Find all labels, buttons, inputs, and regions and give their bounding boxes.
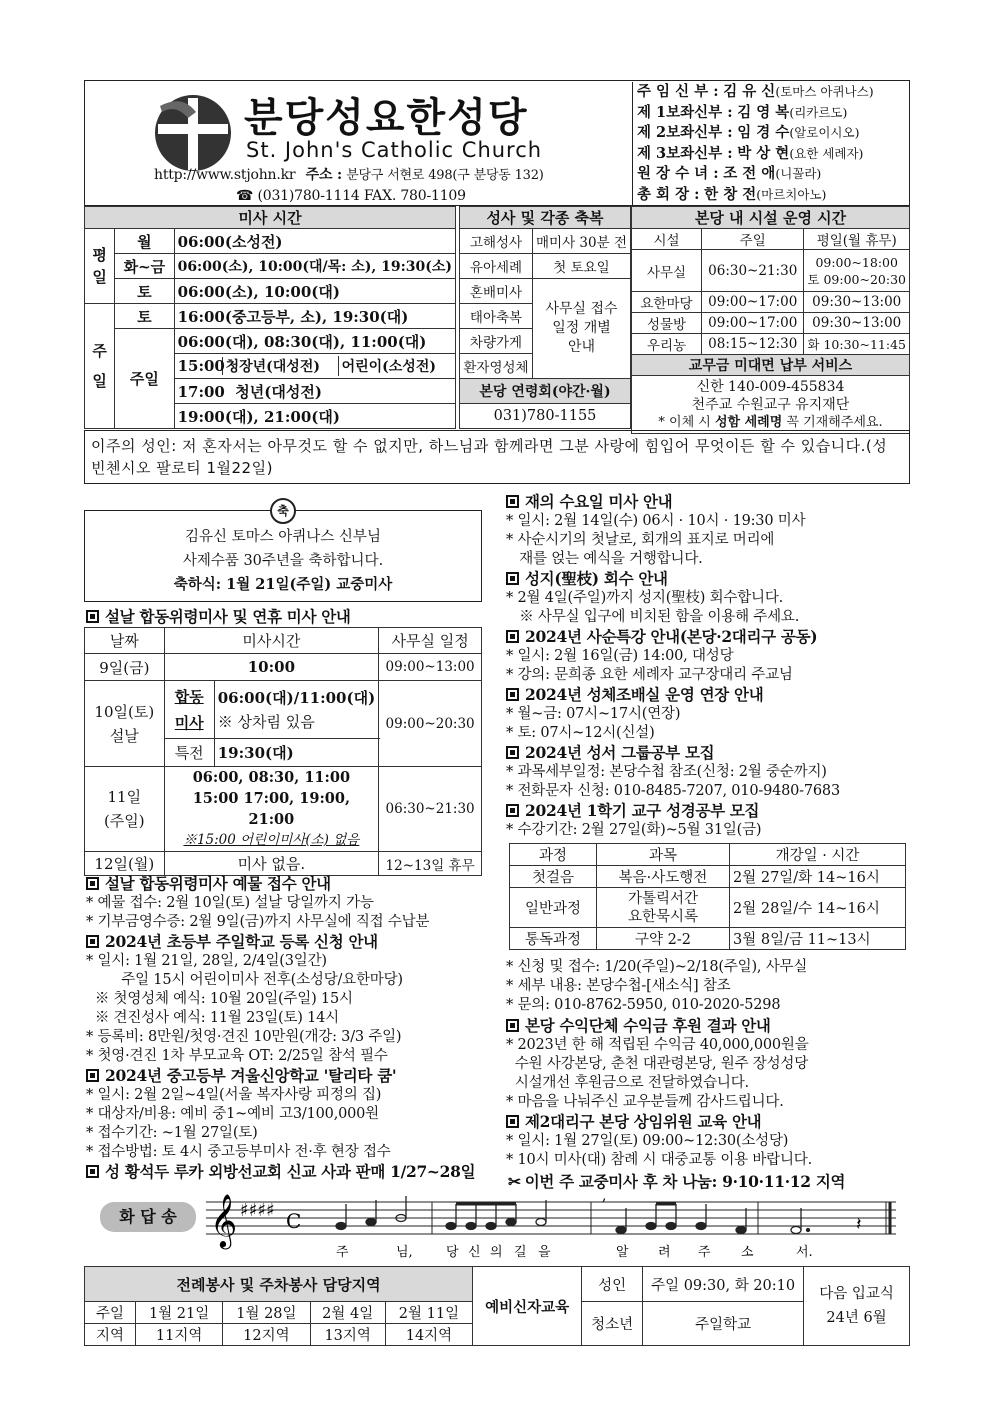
facility-weekday: 토 09:00~20:30 [807,271,906,287]
bible-time: 3월 8일/금 11~13시 [730,928,906,950]
section-title-text: 설날 합동위령미사 예물 접수 안내 [105,874,331,893]
facility-name: 사무실 [632,250,702,292]
info-line: * 마음을 나눠주신 교우분들께 감사드립니다. [506,1094,784,1110]
lyric-syllable: 주 [698,1245,711,1260]
phone-fax: ☎ (031)780-1114 FAX. 780-1109 [236,188,466,204]
sacrament-item: 혼배미사 [460,279,533,304]
svg-text:,: , [602,1190,607,1204]
facility-weekday: 09:30~13:00 [804,292,910,313]
duty-date: 1월 21일 [136,1302,223,1324]
staff-note: (알로이시오) [789,125,860,140]
catechumen-title: 예비신자교육 [473,1267,582,1346]
staff-name: 박 상 현 [737,144,790,162]
staff-row [637,164,874,185]
time-signature: C [286,1209,302,1233]
liaison-phone: 031)780-1155 [460,404,631,429]
dues-note: * 이체 시 [658,414,715,430]
checkbox-icon [506,1115,519,1128]
bible-course: 일반과정 [510,888,597,928]
info-line: ※ 첫영성체 예식: 10월 20일(주일) 15시 [86,991,353,1007]
section-title-text: 재의 수요일 미사 안내 [525,492,673,511]
facility-sun: 06:30~21:30 [702,250,804,292]
facility-weekday: 화 10:30~11:45 [804,334,910,355]
staff-name: 김 영 복 [737,103,790,121]
sacrament-table [459,206,631,429]
mass-table [84,206,456,429]
sacrament-item: 유아세례 [460,254,533,279]
mass-time: 어린이(소성전) [341,359,436,375]
info-line: * 2월 4일(주일)까지 성지(聖枝) 회수합니다. [506,590,784,606]
adult-time: 주일 09:30, 화 20:10 [643,1267,804,1302]
info-line: * 등록비: 8만원/첫영·견진 10만원(개강: 3/3 주일) [86,1029,402,1045]
staff-name: 조 전 애 [723,165,776,182]
duty-date: 1월 28일 [223,1302,310,1324]
mass-time: 06:00(소), 10:00(대) [174,279,455,304]
sacrament-title: 성사 및 각종 축복 [460,207,631,229]
church-title: 분당성요한성당 [244,95,529,141]
ny-date: 11일 (주일) [85,767,165,852]
saint-quote-box [84,430,910,484]
dues-holder: 천주교 수원교구 유지재단 [691,396,850,413]
checkbox-icon [506,1019,519,1032]
lyric-syllable: 당 [446,1245,459,1260]
mass-time: 06:00(소), 10:00(대/목: 소), 19:30(소) [174,254,455,279]
lyric-syllable: 소 [741,1245,754,1260]
checkbox-icon [506,746,519,759]
bible-col: 과목 [597,844,730,866]
bible-col: 과정 [510,844,597,866]
info-line: * 신청 및 접수: 1/20(주일)~2/18(주일), 사무실 [506,959,808,975]
ny-time: 미사 없음. [164,852,379,876]
facility-name: 요한마당 [632,292,702,313]
section-title [506,743,910,763]
bible-course: 통독과정 [510,928,597,950]
ny-date: 10일(토) 설날 [85,681,165,767]
saint-quote: 이주의 성인: 저 혼자서는 아무것도 할 수 없지만, 하느님과 함께라면 그분 사랑에 힘입어 무엇이든 할 수 있습니다.(성 빈첸시오 팔로티 1월22일) [91,437,888,477]
staff-list [632,82,874,206]
ny-col: 날짜 [85,628,165,654]
new-year-table [84,627,482,876]
sacrament-item: 차량가게 [460,329,533,354]
rest-icon: 𝄽 [856,1214,862,1235]
staff-note: (토마스 아퀴나스) [775,84,874,99]
sunday-label: 주 일 [85,304,115,429]
ny-date: 9일(금) [85,654,165,681]
ny-time: 06:00, 08:30, 11:00 [192,769,351,786]
info-line: ※ 견진성사 예식: 11월 23일(토) 14시 [86,1010,339,1026]
info-line: * 월~금: 07시~17시(연장) [506,706,681,722]
section-title [506,1016,910,1036]
mass-day: 주일 [115,329,174,429]
info-line: * 전화문자 신청: 010-8485-7207, 010-9480-7683 [506,783,840,799]
duty-area: 11지역 [136,1324,223,1346]
bible-subject: 구약 2-2 [597,928,730,950]
sacrament-item: 태아축복 [460,304,533,329]
lyric-syllable: 신 [468,1245,481,1260]
lyric-syllable: 의 [490,1245,503,1260]
mass-time: 16:00(중고등부, 소), 19:30(대) [174,304,455,329]
facility-name: 성물방 [632,313,702,334]
lyric-syllable: 님, [396,1245,413,1260]
info-line: 수원 사강본당, 춘천 대관령본당, 원주 장성성당 [506,1056,809,1072]
facility-table [631,206,910,434]
mass-day: 월 [115,229,174,254]
section-title-text: 2024년 중고등부 겨울신앙학교 '탈리타 쿰' [105,1066,397,1085]
section-title-text: 2024년 성체조배실 운영 연장 안내 [525,685,764,704]
section-title-text: 성 황석두 루카 외방선교회 신교 사과 판매 1/27~28일 [105,1162,476,1181]
info-line: 주일 15시 어린이미사 전후(소성당/요한마당) [86,972,403,988]
checkbox-icon [506,804,519,817]
dues-title: 교무금 미대면 납부 서비스 [632,355,910,376]
youth-time: 주일학교 [643,1302,804,1346]
staff-name: 김 유 신 [723,83,776,100]
section-title-text: 2024년 사순특강 안내(본당·2대리구 공동) [525,627,818,646]
ny-time: 10:00 [164,654,379,681]
checkbox-icon [506,572,519,585]
checkbox-icon [86,610,99,623]
tea-share [508,1170,845,1192]
address: 분당구 서현로 498(구 분당동 132) [346,168,544,183]
ny-col: 미사시간 [164,628,379,654]
ny-note: ※15:00 어린이미사(소) 없음 [183,832,360,848]
mass-time: 15:00 [175,357,223,375]
bible-subject: 가톨릭서간 요한묵시록 [597,888,730,928]
new-year-title [86,605,351,627]
congrats-msg: 사제수품 30주년을 축하합니다. [182,553,384,569]
section-title: 설날 합동위령미사 및 연휴 미사 안내 [105,607,351,626]
staff-note: (마르치아노) [756,186,827,202]
congrats-name: 김유신 토마스 아퀴나스 신부님 [185,529,381,545]
info-line: ※ 사무실 입구에 비치된 함을 이용해 주세요. [506,609,800,625]
lyric-syllable: 알 [616,1245,629,1260]
bible-info [506,958,807,1015]
bible-time: 2월 28일/수 14~16시 [730,888,906,928]
info-line: * 첫영·견진 1차 부모교육 OT: 2/25일 참석 필수 [86,1048,388,1064]
mass-time: 청장년(대성전) [223,356,339,376]
liaison-title: 본당 연령회(야간·월) [460,379,631,404]
info-line: * 과목세부일정: 본당수첩 참조(신청: 2월 중순까지) [506,764,827,780]
duty-area: 12지역 [223,1324,310,1346]
info-line: 재를 얹는 예식을 거행합니다. [506,551,703,567]
ny-time: 19:30(대) [214,739,378,767]
info-line: * 일시: 1월 27일(토) 09:00~12:30(소성당) [506,1133,789,1149]
section-title-text: 제2대리구 본당 상임위원 교육 안내 [525,1112,762,1131]
duty-area: 14지역 [385,1324,472,1346]
church-logo [152,92,234,174]
youth-label: 청소년 [582,1302,643,1346]
staff-row [637,103,874,124]
section-title [86,874,482,894]
mass-day: 토 [115,279,174,304]
checkbox-icon [506,630,519,643]
bible-subject: 복음·사도행전 [597,866,730,888]
facility-title: 본당 내 시설 운영 시간 [632,207,910,229]
adult-label: 성인 [582,1267,643,1302]
ny-date: 12일(월) [85,852,165,876]
ny-note: ※ 상차림 있음 [217,712,315,731]
info-line: * 예물 접수: 2월 10일(토) 설날 당일까지 가능 [86,895,374,911]
info-line: * 대상자/비용: 예비 중1~예비 고3/100,000원 [86,1106,379,1122]
staff-role: 총 회 장 : [637,185,700,203]
staff-note: (요한 세례자) [789,145,864,161]
facility-weekday: 09:30~13:00 [804,313,910,334]
staff-role: 제 3보좌신부 : [637,144,733,162]
share-text: 이번 주 교중미사 후 차 나눔: 9·10·11·12 지역 [524,1172,846,1191]
section-title [506,801,910,821]
dues-note: 꼭 기재해주세요. [782,414,883,430]
info-line: * 일시: 1월 21일, 28일, 2/4일(3일간) [86,953,327,969]
info-line: * 사순시기의 첫날로, 회개의 표지로 머리에 [506,532,775,548]
section-title [86,1162,482,1182]
staff-role: 제 1보좌신부 : [637,103,733,121]
section-title [506,492,910,512]
lyric-syllable: 길 [514,1245,527,1260]
facility-sun: 09:00~17:00 [702,292,804,313]
ny-office: 12~13일 휴무 [379,852,482,876]
mass-time: 19:00(대), 21:00(대) [174,404,455,429]
ny-mass-type: 특전 [164,739,214,767]
duty-date: 2월 4일 [310,1302,385,1324]
psalm-label: 화 답 송 [100,1202,196,1232]
ny-time: 15:00 17:00, 19:00, 21:00 [192,790,351,828]
checkbox-icon [506,495,519,508]
section-title [506,1112,910,1132]
info-line: * 2023년 한 해 적립된 수익금 40,000,000원을 [506,1037,809,1053]
left-sections [86,874,482,1182]
duty-row: 지역 [85,1324,136,1346]
bible-col: 개강일 · 시간 [730,844,906,866]
lyric-syllable: 주 [336,1245,349,1260]
facility-sun: 08:15~12:30 [702,334,804,355]
lyric-syllable: 서. [796,1245,813,1260]
checkbox-icon [506,688,519,701]
staff-role: 주 임 신 부 : [637,83,719,100]
section-title [506,627,910,647]
staff-role: 원 장 수 녀 : [637,165,719,182]
church-title-en: St. John's Catholic Church [246,138,543,162]
info-line: * 접수방법: 토 4시 중고등부미사 전·후 현장 접수 [86,1144,391,1160]
staff-name: 한 창 전 [704,185,757,203]
info-line: * 토: 07시~12시(신설) [506,725,655,741]
bible-time: 2월 27일/화 14~16시 [730,866,906,888]
staff-row [637,144,874,165]
mass-time: 06:00(대), 08:30(대), 11:00(대) [174,329,455,354]
weekday-label: 평 일 [85,229,115,304]
website-link[interactable]: http://www.stjohn.kr [154,167,296,183]
ny-office: 09:00~13:00 [379,654,482,681]
section-title [86,1066,482,1086]
info-line: * 강의: 문희종 요한 세례자 교구장대리 주교님 [506,667,793,683]
treble-clef-icon: 𝄞 [210,1193,238,1247]
bible-course: 첫걸음 [510,866,597,888]
facility-col: 평일(월 휴무) [804,229,910,250]
dues-account: 신한 140-009-455834 [696,378,845,395]
mass-time: 17:00 청년(대성전) [174,379,455,404]
section-title-text: 성지(聖枝) 회수 안내 [525,569,668,588]
right-sections-c [506,1016,910,1170]
ny-office: 09:00~20:30 [379,681,482,767]
section-title-text: 본당 수익단체 수익금 후원 결과 안내 [525,1016,771,1035]
info-line: * 문의: 010-8762-5950, 010-2020-5298 [506,997,781,1013]
ny-mass-type: 합동 미사 [164,681,214,739]
mass-time: 06:00(소성전) [174,229,455,254]
staff-role: 제 2보좌신부 : [637,124,733,141]
info-line: * 수강기간: 2월 27일(화)~5월 31일(금) [506,822,762,838]
info-line: * 일시: 2월 2일~4일(서울 복자사랑 피정의 집) [86,1087,382,1103]
sharp-icon: ♯♯♯♯ [240,1200,275,1221]
section-title-text: 2024년 1학기 교구 성경공부 모집 [525,801,760,820]
address-label: 주소 : [305,167,342,183]
lyric-syllable: 려 [658,1245,671,1260]
footer-table [84,1266,910,1346]
right-sections-a [506,492,910,840]
congrats-emblem: 축 [270,498,296,524]
checkbox-icon [86,1069,99,1082]
sacrament-item: 고해성사 [460,229,533,254]
staff-row [637,123,874,144]
checkbox-icon [86,877,99,890]
next-entry: 다음 입교식 24년 6월 [804,1267,910,1346]
facility-col: 시설 [632,229,702,250]
facility-name: 우리농 [632,334,702,355]
info-line: * 일시: 2월 16일(금) 14:00, 대성당 [506,648,734,664]
info-line: * 일시: 2월 14일(수) 06시 · 10시 · 19:30 미사 [506,513,806,529]
facility-sun: 09:00~17:00 [702,313,804,334]
staff-row [637,82,874,103]
congrats-event: 축하식: 1월 21일(주일) 교중미사 [173,576,393,593]
facility-col: 주일 [702,229,804,250]
info-line: * 10시 미사(대) 참례 시 대중교통 이용 바랍니다. [506,1152,813,1168]
mass-title: 미사 시간 [85,207,456,229]
sacrament-info: 첫 토요일 [533,254,631,279]
dues-note-bold: 성함 세례명 [714,414,783,430]
info-line: * 접수기간: ~1월 27일(토) [86,1125,258,1141]
psalm-staff [196,1190,896,1270]
sacrament-info: 매미사 30분 전 [533,229,631,254]
section-title [506,685,910,705]
section-title [506,569,910,589]
ny-time: 06:00(대)/11:00(대) [217,688,376,707]
checkbox-icon [86,935,99,948]
section-title-text: 2024년 성서 그룹공부 모집 [525,743,715,762]
sacrament-info: 사무실 접수 일정 개별 안내 [533,279,631,379]
scissors-icon: ✂ [508,1172,521,1191]
staff-row [637,185,874,206]
ny-col: 사무실 일정 [379,628,482,654]
sacrament-item: 환자영성체 [460,354,533,379]
duty-date: 2월 11일 [385,1302,472,1324]
info-line: 시설개선 후원금으로 전달하였습니다. [506,1075,749,1091]
mass-day: 토 [115,304,174,329]
section-title-text: 2024년 초등부 주일학교 등록 신청 안내 [105,932,378,951]
duty-title: 전례봉사 및 주차봉사 담당지역 [85,1267,473,1302]
staff-name: 임 경 수 [737,124,790,141]
facility-weekday: 09:00~18:00 [815,254,898,270]
duty-area: 13지역 [310,1324,385,1346]
staff-note: (리카르도) [789,104,848,120]
info-line: * 기부금영수증: 2월 9일(금)까지 사무실에 직접 수납분 [86,914,430,930]
staff-note: (니꼴라) [775,166,822,181]
section-title [86,932,482,952]
duty-head: 주일 [85,1302,136,1324]
mass-day: 화~금 [115,254,174,279]
lyric-syllable: 을 [538,1245,551,1260]
info-line: * 세부 내용: 본당수첩-[새소식] 참조 [506,978,731,994]
checkbox-icon [86,1165,99,1178]
bible-table [509,843,906,950]
ny-office: 06:30~21:30 [379,767,482,852]
